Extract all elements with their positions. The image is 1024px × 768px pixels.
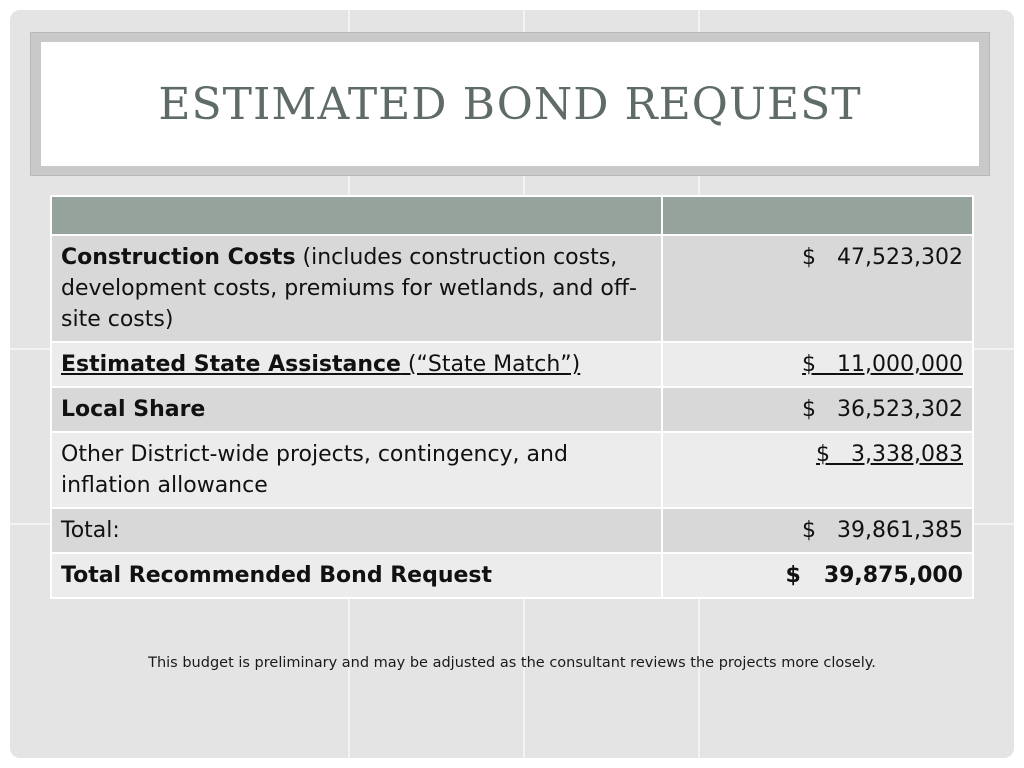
table-row-other-projects (51, 432, 973, 508)
row-amount: $ 39,861,385 (662, 508, 973, 553)
footnote: This budget is preliminary and may be adjusted as the consultant reviews the projects more closely. (148, 655, 876, 671)
table-header-row (51, 196, 973, 235)
row-label (51, 235, 662, 342)
row-label (51, 342, 662, 387)
row-amount: $ 36,523,302 (662, 387, 973, 432)
row-label-rest: (“State Match”) (400, 352, 581, 377)
table-row-recommended-bond (51, 553, 973, 598)
row-label-bold: Construction Costs (61, 245, 296, 270)
row-label (51, 553, 662, 598)
table-row-construction-costs (51, 235, 973, 342)
row-amount: $ 39,875,000 (662, 553, 973, 598)
row-label-bold: Total Recommended Bond Request (61, 563, 493, 588)
row-label (51, 387, 662, 432)
slide-title: ESTIMATED BOND REQUEST (158, 78, 862, 130)
table-row-state-assistance (51, 342, 973, 387)
title-frame (30, 32, 990, 176)
row-label (51, 432, 662, 508)
title-box (41, 42, 979, 166)
table-header-cell (51, 196, 662, 235)
table-row-local-share (51, 387, 973, 432)
slide (10, 10, 1014, 758)
row-label (51, 508, 662, 553)
row-amount: $ 3,338,083 (662, 432, 973, 508)
table-header-cell (662, 196, 973, 235)
row-label-bold: Local Share (61, 397, 206, 422)
row-label-rest: Other District-wide projects, contingency, and inflation allowance (61, 442, 568, 498)
row-label-rest: (includes construction costs, development costs, premiums for wetlands, and off-site costs) (61, 245, 637, 332)
row-amount: $ 11,000,000 (662, 342, 973, 387)
row-label-bold: Estimated State Assistance (61, 352, 401, 377)
row-amount: $ 47,523,302 (662, 235, 973, 342)
row-label-rest: Total: (61, 518, 120, 543)
table-row-total (51, 508, 973, 553)
budget-table (50, 195, 974, 599)
